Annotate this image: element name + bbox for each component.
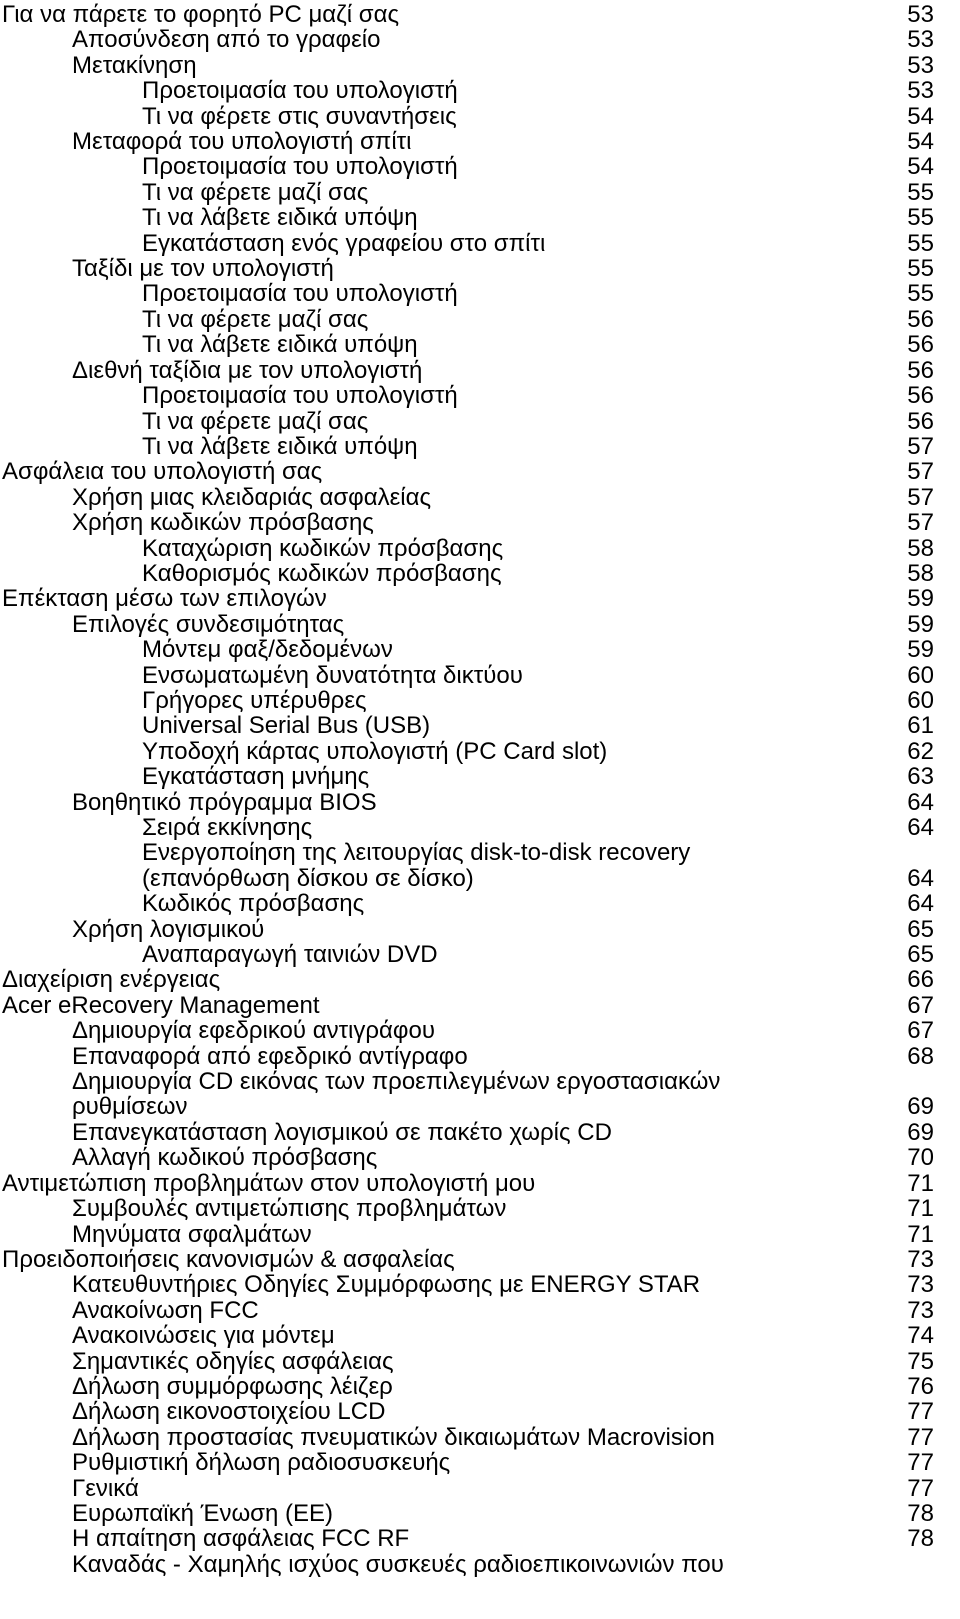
toc-entry [0,434,960,459]
toc-entry [0,154,960,179]
toc-entry [0,383,960,408]
toc-entry-title: Μόντεμ φαξ/δεδομένων [142,636,393,664]
toc-page-number: 55 [907,178,934,206]
toc-page-number: 73 [907,1271,934,1299]
toc-page-number: 59 [907,585,934,613]
toc-entry [0,1526,960,1551]
toc-page-number: 65 [907,941,934,969]
toc-page-number: 76 [907,1372,934,1400]
toc-entry [0,637,960,662]
toc-entry [0,815,960,840]
toc-entry-title: Αντιμετώπιση προβλημάτων στον υπολογιστή μου [2,1169,536,1197]
toc-entry-title: Η απαίτηση ασφάλειας FCC RF [72,1525,410,1553]
toc-entry [0,1094,960,1119]
toc-entry [0,891,960,916]
toc-page-number: 53 [907,26,934,54]
toc-page-number: 77 [907,1474,934,1502]
toc-entry-title: Χρήση μιας κλειδαριάς ασφαλείας [72,483,432,511]
toc-entry [0,78,960,103]
toc-page-number: 58 [907,559,934,587]
toc-page-number: 73 [907,1296,934,1324]
toc-entry-title: Ευρωπαϊκή Ένωση (ΕΕ) [72,1499,334,1527]
toc-page-number: 65 [907,915,934,943]
toc-page-number: 73 [907,1245,934,1273]
toc-page-number: 75 [907,1347,934,1375]
toc-page-number: 59 [907,636,934,664]
toc-entry [0,1069,960,1094]
toc-entry [0,1044,960,1069]
toc-entry-title: Προετοιμασία του υπολογιστή [142,382,458,410]
toc-entry [0,713,960,738]
toc-entry [0,1222,960,1247]
toc-entry-title: Γρήγορες υπέρυθρες [142,686,367,714]
toc-entry [0,332,960,357]
toc-entry [0,1552,960,1577]
toc-entry [0,967,960,992]
toc-entry-title: Σημαντικές οδηγίες ασφάλειας [72,1347,394,1375]
toc-page-number: 54 [907,102,934,130]
toc-entry-title: Μετακίνηση [72,51,197,79]
toc-page-number: 69 [907,1093,934,1121]
toc-entry [0,256,960,281]
toc-entry [0,129,960,154]
toc-entry [0,180,960,205]
toc-entry [0,459,960,484]
toc-entry-title: Τι να φέρετε μαζί σας [142,178,369,206]
toc-entry-title: Συμβουλές αντιμετώπισης προβλημάτων [72,1195,507,1223]
toc-entry [0,1374,960,1399]
toc-entry [0,739,960,764]
toc-entry [0,790,960,815]
toc-page-number: 56 [907,382,934,410]
toc-entry-title: Επανεγκατάσταση λογισμικού σε πακέτο χωρίς CD [72,1118,612,1146]
toc-entry-title: Ανακοίνωση FCC [72,1296,259,1324]
toc-entry-title: Για να πάρετε το φορητό PC μαζί σας [2,1,400,28]
toc-entry-title: Acer eRecovery Management [2,991,320,1019]
toc-entry [0,840,960,865]
toc-entry [0,917,960,942]
toc-page-number: 53 [907,77,934,105]
toc-entry-title: Ταξίδι με τον υπολογιστή [72,255,334,283]
toc-entry-title: Εγκατάσταση μνήμης [142,763,370,791]
toc-entry-title: Ρυθμιστική δήλωση ραδιοσυσκευής [72,1449,451,1477]
toc-page-number: 62 [907,737,934,765]
toc-entry-title: Ασφάλεια του υπολογιστή σας [2,458,323,486]
toc-entry [0,612,960,637]
toc-entry-title: Καταχώριση κωδικών πρόσβασης [142,534,504,562]
toc-entry [0,485,960,510]
toc-page-number: 57 [907,509,934,537]
toc-entry [0,1018,960,1043]
toc-entry-title: Universal Serial Bus (USB) [142,712,431,740]
toc-entry [0,688,960,713]
toc-entry-title: Χρήση κωδικών πρόσβασης [72,509,374,537]
toc-entry-title: Βοηθητικό πρόγραμμα BIOS [72,788,377,816]
toc-page-number: 66 [907,966,934,994]
toc-entry-title: Προειδοποιήσεις κανονισμών & ασφαλείας [2,1245,455,1273]
toc-page-number: 56 [907,331,934,359]
toc-entry-title: Προετοιμασία του υπολογιστή [142,280,458,308]
toc-entry [0,536,960,561]
toc-entry-title: Προετοιμασία του υπολογιστή [142,77,458,105]
toc-entry-title: Ενεργοποίηση της λειτουργίας disk-to-disk recovery [142,839,691,867]
toc-entry-title: Τι να λάβετε ειδικά υπόψη [142,204,418,232]
toc-page-number: 55 [907,255,934,283]
toc-entry [0,1425,960,1450]
toc-entry [0,1349,960,1374]
toc-entry-title: Δήλωση εικονοστοιχείου LCD [72,1398,386,1426]
toc-page-number: 64 [907,890,934,918]
toc-page-number: 60 [907,686,934,714]
toc-entry-title: ρυθμίσεων [72,1093,188,1121]
toc-entry-title: Δήλωση συμμόρφωσης λέιζερ [72,1372,393,1400]
toc-entry [0,205,960,230]
toc-entry-title: Τι να λάβετε ειδικά υπόψη [142,331,418,359]
toc-entry-title: Αλλαγή κωδικού πρόσβασης [72,1144,378,1172]
toc-entry [0,866,960,891]
toc-page-number: 64 [907,864,934,892]
toc-entry [0,1298,960,1323]
toc-entry-title: Δημιουργία εφεδρικού αντιγράφου [72,1017,435,1045]
toc-entry-title: Ανακοινώσεις για μόντεμ [72,1322,335,1350]
toc-entry-title: Κατευθυντήριες Οδηγίες Συμμόρφωσης με ENERGY STAR [72,1271,701,1299]
toc-entry [0,942,960,967]
toc-entry [0,663,960,688]
toc-page-number: 54 [907,153,934,181]
toc-entry-title: Υποδοχή κάρτας υπολογιστή (PC Card slot) [142,737,608,765]
toc-entry-title: Τι να λάβετε ειδικά υπόψη [142,432,418,460]
toc-entry [0,1171,960,1196]
toc-entry [0,1399,960,1424]
toc-entry [0,1323,960,1348]
toc-page-number: 53 [907,1,934,28]
toc-entry-title: Επιλογές συνδεσιμότητας [72,610,345,638]
toc-entry [0,1501,960,1526]
toc-entry-title: Επέκταση μέσω των επιλογών [2,585,327,613]
toc-entry [0,231,960,256]
toc-page-number: 61 [907,712,934,740]
toc-page-number: 56 [907,305,934,333]
toc-page-number: 64 [907,788,934,816]
toc-page-number: 78 [907,1499,934,1527]
toc-page-number: 71 [907,1220,934,1248]
toc-page-number: 53 [907,51,934,79]
toc-entry-title: Διεθνή ταξίδια με τον υπολογιστή [72,356,423,384]
toc-entry-title: Προετοιμασία του υπολογιστή [142,153,458,181]
toc-entry-title: Επαναφορά από εφεδρικό αντίγραφο [72,1042,468,1070]
toc-page-number: 67 [907,1017,934,1045]
toc-entry-title: Διαχείριση ενέργειας [2,966,221,994]
toc-entry [0,1120,960,1145]
toc-entry-title: Δημιουργία CD εικόνας των προεπιλεγμένων εργοστασιακών [72,1068,721,1096]
toc-entry-title: Ενσωματωμένη δυνατότητα δικτύου [142,661,523,689]
toc-entry-title: Σειρά εκκίνησης [142,814,313,841]
toc-entry [0,307,960,332]
toc-entry-title: Εγκατάσταση ενός γραφείου στο σπίτι [142,229,546,257]
toc-page-number: 59 [907,610,934,638]
toc-page-number: 67 [907,991,934,1019]
toc-entry [0,510,960,535]
toc-page-number: 55 [907,229,934,257]
toc-page-number: 54 [907,128,934,156]
toc-page-number: 57 [907,432,934,460]
toc-entry [0,764,960,789]
toc-entry [0,1476,960,1501]
toc-entry [0,1272,960,1297]
toc-page-number: 57 [907,458,934,486]
toc-page-number: 77 [907,1398,934,1426]
toc-entry [0,586,960,611]
toc-entry [0,358,960,383]
toc-page-number: 74 [907,1322,934,1350]
toc-entry-title: Κωδικός πρόσβασης [142,890,365,918]
toc-entry-title: Τι να φέρετε στις συναντήσεις [142,102,457,130]
toc-page-number: 57 [907,483,934,511]
toc-entry [0,104,960,129]
toc-page-number: 77 [907,1449,934,1477]
toc-entry-title: Τι να φέρετε μαζί σας [142,407,369,435]
toc-entry-title: Καθορισμός κωδικών πρόσβασης [142,559,502,587]
toc-entry [0,1145,960,1170]
toc-page-number: 70 [907,1144,934,1172]
toc-entry-title: (επανόρθωση δίσκου σε δίσκο) [142,864,474,892]
toc-page-number: 56 [907,356,934,384]
toc-entry-title: Καναδάς - Χαμηλής ισχύος συσκευές ραδιοεπικοινωνιών που [72,1550,724,1578]
toc-entry [0,27,960,52]
toc-entry-title: Τι να φέρετε μαζί σας [142,305,369,333]
toc-entry-title: Γενικά [72,1474,139,1502]
toc-page-number: 55 [907,280,934,308]
toc-entry-title: Μηνύματα σφαλμάτων [72,1220,312,1248]
toc-entry [0,993,960,1018]
toc-entry-title: Δήλωση προστασίας πνευματικών δικαιωμάτων Macrovision [72,1423,715,1451]
toc-entry [0,409,960,434]
toc-page-number: 55 [907,204,934,232]
toc-entry [0,2,960,27]
toc-entry [0,281,960,306]
toc-page-number: 56 [907,407,934,435]
toc-entry [0,561,960,586]
toc-entry [0,1450,960,1475]
toc-page-number: 58 [907,534,934,562]
toc-entry-title: Μεταφορά του υπολογιστή σπίτι [72,128,412,156]
toc-entry-title: Αποσύνδεση από το γραφείο [72,26,381,54]
toc-entry-title: Χρήση λογισμικού [72,915,265,943]
toc-page-number: 71 [907,1169,934,1197]
toc-page-number: 68 [907,1042,934,1070]
toc-page-number: 71 [907,1195,934,1223]
toc-page-number: 64 [907,814,934,841]
toc-page-number: 69 [907,1118,934,1146]
toc-entry [0,1247,960,1272]
toc-entry-title: Αναπαραγωγή ταινιών DVD [142,941,438,969]
toc-page-number: 77 [907,1423,934,1451]
toc-entry [0,53,960,78]
toc-page-number: 60 [907,661,934,689]
toc-page-number: 78 [907,1525,934,1553]
toc-page-number: 63 [907,763,934,791]
toc-entry [0,1196,960,1221]
